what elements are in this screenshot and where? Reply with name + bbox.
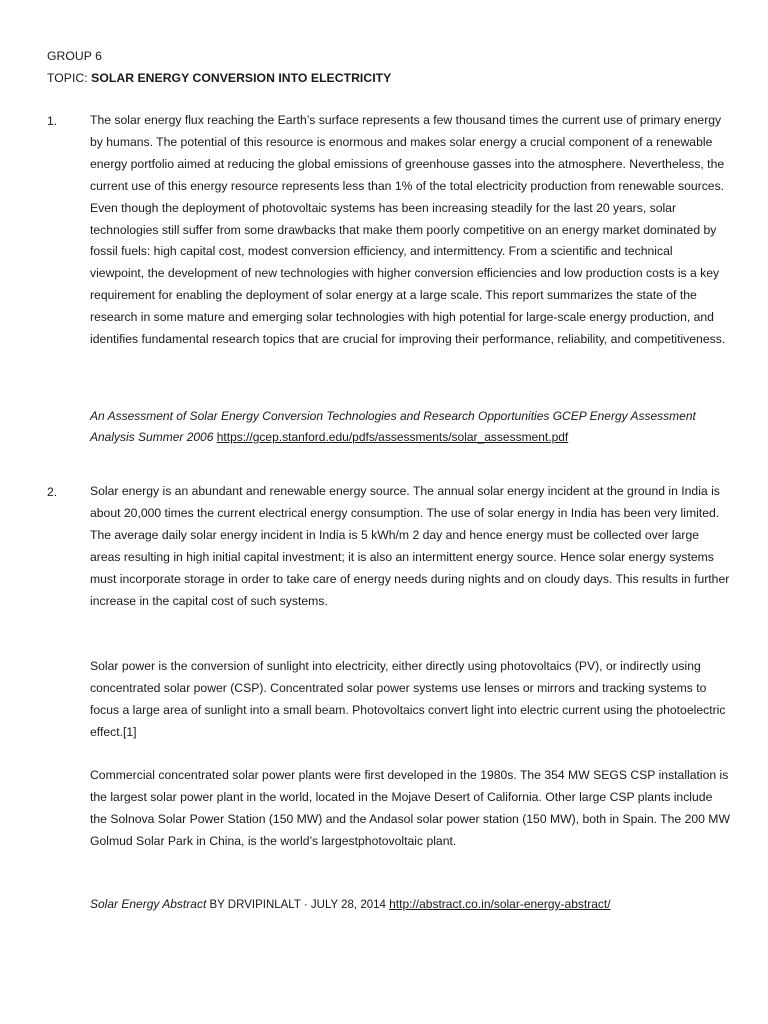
item-2-paragraph-2: Solar power is the conversion of sunlight into electricity, either directly using photovoltaics (PV), or indirectly using concentrated solar power (CSP). Concentrated solar power systems use lenses or mirrors and tracking systems to focus a large area of sunlight into a small beam. Photovoltaics convert light into electric current using the photoelectric effect.[1] bbox=[90, 659, 726, 739]
item-2-citation-title: Solar Energy Abstract bbox=[90, 897, 207, 911]
item-2-citation-link[interactable]: http://abstract.co.in/solar-energy-abstract/ bbox=[389, 897, 611, 911]
topic-title: SOLAR ENERGY CONVERSION INTO ELECTRICITY bbox=[91, 71, 392, 85]
item-1-citation bbox=[90, 406, 730, 447]
topic-prefix: TOPIC: bbox=[47, 71, 92, 85]
item-1-citation-link[interactable]: https://gcep.stanford.edu/pdfs/assessments/solar_assessment.pdf bbox=[216, 429, 569, 444]
item-2-paragraph-1: Solar energy is an abundant and renewable energy source. The annual solar energy incident at the ground in India is about 20,000 times the current electrical energy consumption. The use of solar energy in India has been very limited. The average daily solar energy incident in India is 5 kWh/m 2 day and hence energy must be collected over large areas resulting in high initial capital investment; it is also an intermittent energy source. Hence solar energy systems must incorporate storage in order to take care of energy needs during nights and on cloudy days. This results in further increase in the capital cost of such systems. bbox=[90, 484, 730, 608]
group-label: GROUP 6 bbox=[47, 49, 102, 63]
item-number-1: 1. bbox=[47, 114, 58, 128]
item-2-citation bbox=[90, 894, 730, 916]
item-2-citation-byline: BY DRVIPINLALT · JULY 28, 2014 bbox=[206, 899, 390, 911]
item-number-2: 2. bbox=[47, 485, 58, 499]
topic-line bbox=[47, 71, 391, 85]
item-2-paragraph-3: Commercial concentrated solar power plants were first developed in the 1980s. The 354 MW SEGS CSP installation is the largest solar power plant in the world, located in the Mojave Desert of California. Other large CSP plants include the Solnova Solar Power Station (150 MW) and the Andasol solar power station (150 MW), both in Spain. The 200 MW Golmud Solar Park in China, is the world’s largestphotovoltaic plant. bbox=[90, 768, 730, 848]
item-1-citation-title: An Assessment of Solar Energy Conversion Technologies and Research Opportunities GCEP Energy Assessment Analysis Summer 2006 bbox=[90, 409, 696, 444]
item-1-paragraph: The solar energy flux reaching the Earth’s surface represents a few thousand times the current use of primary energy by humans. The potential of this resource is enormous and makes solar energy a crucial component of a renewable energy portfolio aimed at reducing the global emissions of greenhouse gasses into the atmosphere. Nevertheless, the current use of this energy resource represents less than 1% of the total electricity production from renewable sources. Even though the deployment of photovoltaic systems has been increasing steadily for the last 20 years, solar technologies still suffer from some drawbacks that make them poorly competitive on an energy market dominated by fossil fuels: high capital cost, modest conversion efficiency, and intermittency. From a scientific and technical viewpoint, the development of new technologies with higher conversion efficiencies and low production costs is a key requirement for enabling the deployment of solar energy at a large scale. This report summarizes the state of the research in some mature and emerging solar technologies with high potential for large-scale energy production, and identifies fundamental research topics that are crucial for improving their performance, reliability, and competitiveness. bbox=[90, 113, 726, 347]
